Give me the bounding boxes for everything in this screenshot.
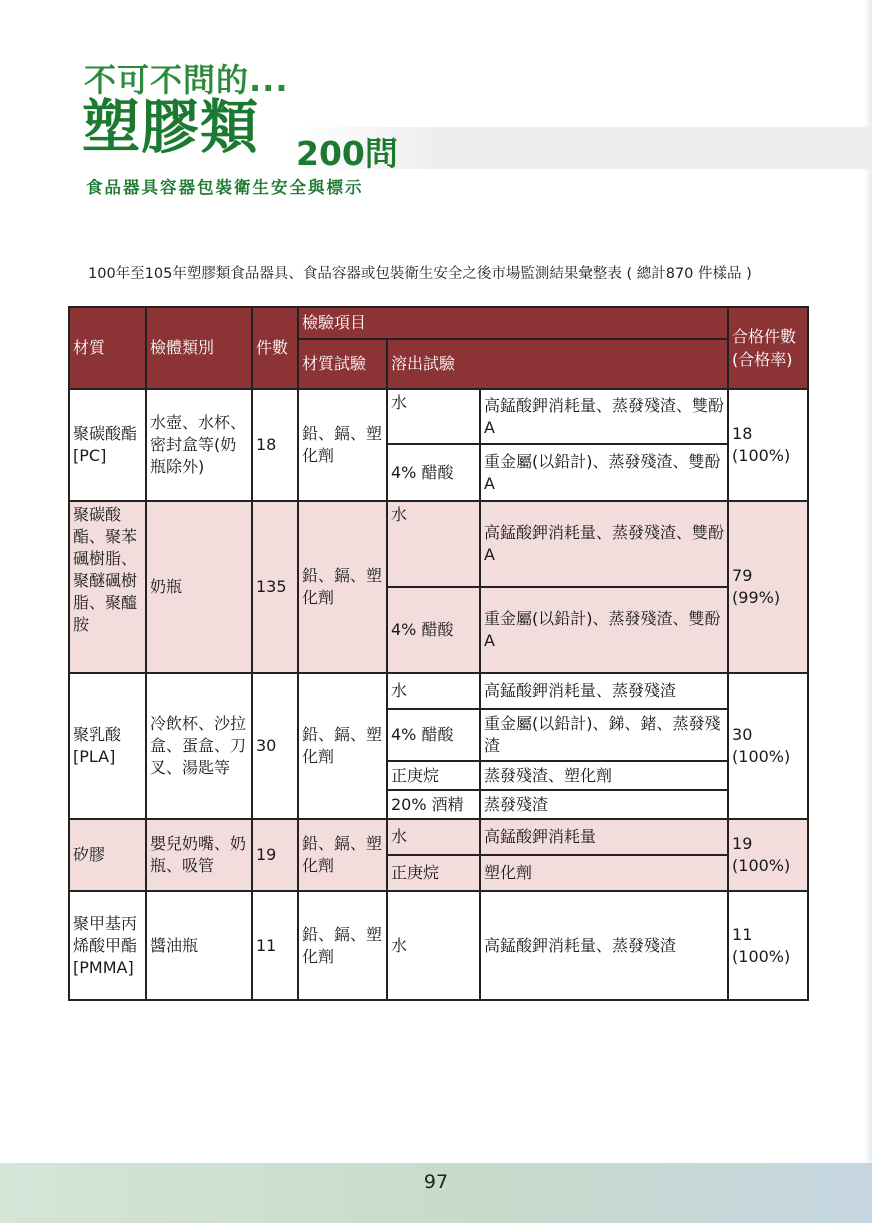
cell-material: 聚碳酸酯 [PC] — [69, 389, 146, 501]
table-row — [69, 389, 808, 444]
header-material-test: 材質試驗 — [298, 339, 387, 389]
cell-solvent: 水 — [387, 501, 480, 587]
cell-test-items: 蒸發殘渣 — [480, 790, 728, 819]
cell-count: 18 — [252, 389, 298, 501]
page-edge-shadow — [864, 0, 872, 1223]
cell-test-items: 重金屬(以鉛計)、銻、鍺、蒸發殘渣 — [480, 709, 728, 761]
cell-category: 嬰兒奶嘴、奶瓶、吸管 — [146, 819, 252, 891]
cell-test-items: 重金屬(以鉛計)、蒸發殘渣、雙酚A — [480, 587, 728, 673]
table-row — [69, 673, 808, 709]
cell-material: 矽膠 — [69, 819, 146, 891]
cell-solvent: 正庚烷 — [387, 761, 480, 790]
cell-solvent: 水 — [387, 891, 480, 1000]
cell-material-test: 鉛、鎘、塑化劑 — [298, 673, 387, 819]
cell-solvent: 4% 醋酸 — [387, 444, 480, 501]
cell-pass: 19 (100%) — [728, 819, 808, 891]
cell-solvent: 正庚烷 — [387, 855, 480, 891]
cell-count: 11 — [252, 891, 298, 1000]
cell-test-items: 重金屬(以鉛計)、蒸發殘渣、雙酚A — [480, 444, 728, 501]
page-number: 97 — [423, 1171, 449, 1193]
cell-material-test: 鉛、鎘、塑化劑 — [298, 389, 387, 501]
header-pass: 合格件數(合格率) — [728, 307, 808, 389]
cell-material-test: 鉛、鎘、塑化劑 — [298, 891, 387, 1000]
cell-category: 冷飲杯、沙拉盒、蛋盒、刀叉、湯匙等 — [146, 673, 252, 819]
cell-test-items: 蒸發殘渣、塑化劑 — [480, 761, 728, 790]
title-line-1: 不可不問的... — [84, 61, 289, 99]
cell-material-test: 鉛、鎘、塑化劑 — [298, 819, 387, 891]
cell-test-items: 高錳酸鉀消耗量 — [480, 819, 728, 855]
table-caption: 100年至105年塑膠類食品器具、食品容器或包裝衛生安全之後市場監測結果彙整表 ( 總計870 件樣品 ) — [88, 266, 752, 282]
cell-pass: 79 (99%) — [728, 501, 808, 673]
cell-pass: 18 (100%) — [728, 389, 808, 501]
cell-material: 聚甲基丙烯酸甲酯[PMMA] — [69, 891, 146, 1000]
table-row — [69, 501, 808, 587]
table-body — [69, 389, 808, 1000]
header-material: 材質 — [69, 307, 146, 389]
results-table — [68, 306, 809, 1001]
cell-count: 19 — [252, 819, 298, 891]
title-main: 塑膠類 — [82, 93, 260, 161]
cell-category: 水壺、水杯、密封盒等(奶瓶除外) — [146, 389, 252, 501]
header-category: 檢體類別 — [146, 307, 252, 389]
cell-material-test: 鉛、鎘、塑化劑 — [298, 501, 387, 673]
cell-category: 奶瓶 — [146, 501, 252, 673]
table-row — [69, 891, 808, 1000]
header-inspection: 檢驗項目 — [298, 307, 728, 339]
cell-solvent: 4% 醋酸 — [387, 587, 480, 673]
cell-test-items: 高錳酸鉀消耗量、蒸發殘渣、雙酚A — [480, 501, 728, 587]
cell-solvent: 水 — [387, 389, 480, 444]
cell-solvent: 20% 酒精 — [387, 790, 480, 819]
cell-material: 聚乳酸 [PLA] — [69, 673, 146, 819]
header-dissolution-test: 溶出試驗 — [387, 339, 728, 389]
table-row — [69, 819, 808, 855]
cell-test-items: 塑化劑 — [480, 855, 728, 891]
cell-solvent: 水 — [387, 673, 480, 709]
cell-solvent: 4% 醋酸 — [387, 709, 480, 761]
cell-count: 135 — [252, 501, 298, 673]
cell-test-items: 高錳酸鉀消耗量、蒸發殘渣、雙酚A — [480, 389, 728, 444]
cell-material: 聚碳酸酯、聚苯碸樹脂、聚醚碸樹脂、聚醯胺 — [69, 501, 146, 673]
cell-solvent: 水 — [387, 819, 480, 855]
title-subtitle: 食品器具容器包裝衛生安全與標示 — [86, 178, 364, 197]
header-count: 件數 — [252, 307, 298, 389]
cell-test-items: 高錳酸鉀消耗量、蒸發殘渣 — [480, 673, 728, 709]
cell-pass: 30 (100%) — [728, 673, 808, 819]
title-number: 200問 — [296, 134, 398, 173]
cell-test-items: 高錳酸鉀消耗量、蒸發殘渣 — [480, 891, 728, 1000]
cell-count: 30 — [252, 673, 298, 819]
cell-pass: 11 (100%) — [728, 891, 808, 1000]
cell-category: 醬油瓶 — [146, 891, 252, 1000]
